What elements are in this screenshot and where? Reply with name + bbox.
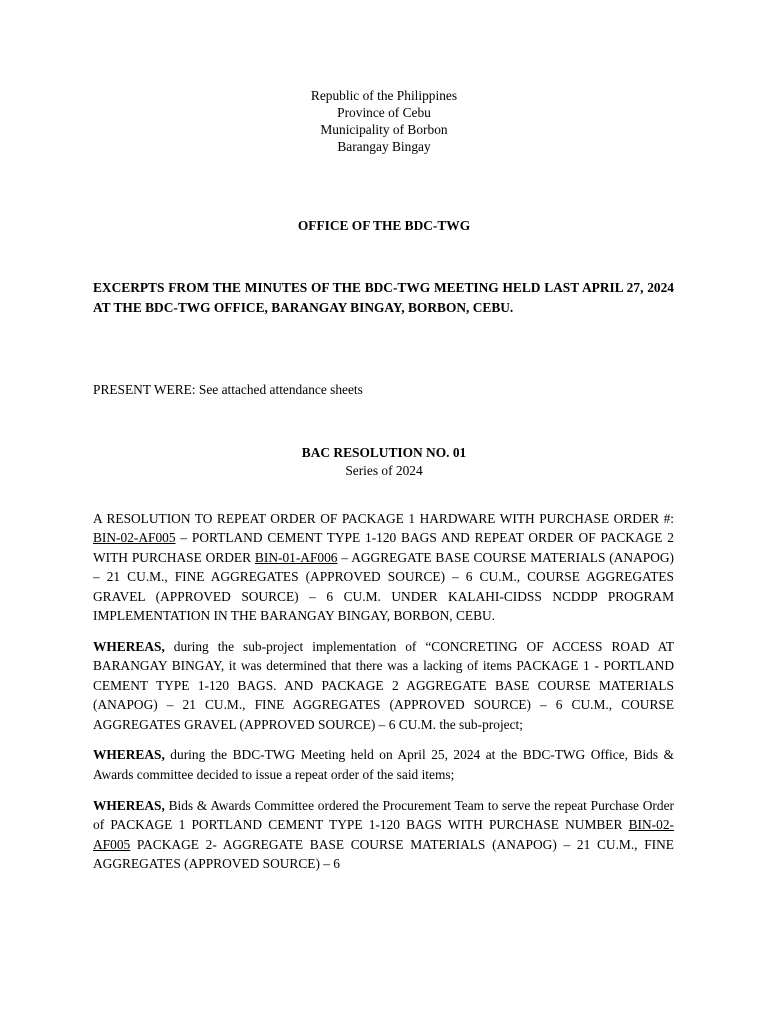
resolution-series: Series of 2024	[345, 462, 423, 478]
purchase-order-number: BIN-02-AF005	[93, 817, 674, 852]
whereas-text-1: during the sub-project implementation of “CONCRETING OF ACCESS ROAD AT BARANGAY BINGAY, it was determined that there was a lacking of items PACKAGE 1 - PORTLAND CEMENT TYPE 1-120 BAGS. AND PACKAGE 2 AGGREGATE BASE COURSE MATERIALS (ANAPOG) – 21 CU.M., FINE AGGREGATES (APPROVED SOURCE) – 6 CU.M., COURSE AGGREGATES GRAVEL (APPROVED SOURCE) – 6 CU.M. the sub-project;	[93, 638, 674, 732]
purchase-order-number: BIN-02-AF005	[93, 530, 176, 546]
paragraph1-text-b: – PORTLAND CEMENT TYPE 1-120 BAGS AND REPEAT ORDER OF PACKAGE 2 WITH PURCHASE ORDER	[93, 530, 674, 565]
resolution-number: BAC RESOLUTION NO. 01	[301, 445, 467, 460]
whereas-text-3a: Bids & Awards Committee ordered the Procurement Team to serve the repeat Purchase Order of PACKAGE 1 PORTLAND CEMENT TYPE 1-120 BAGS WITH PURCHASE NUMBER	[93, 797, 674, 833]
whereas-paragraph-1	[93, 637, 674, 734]
office-title: OFFICE OF THE BDC-TWG	[297, 218, 471, 233]
whereas-text-2: during the BDC-TWG Meeting held on April 25, 2024 at the BDC-TWG Office, Bids & Awards committee decided to issue a repeat order of the said items;	[93, 747, 674, 782]
header-municipality: Municipality of Borbon	[320, 122, 448, 137]
whereas-paragraph-2	[93, 745, 674, 784]
whereas-text-3b: PACKAGE 2- AGGREGATE BASE COURSE MATERIALS (ANAPOG) – 21 CU.M., FINE AGGREGATES (APPROVED SOURCE) – 6	[93, 836, 674, 871]
whereas-paragraph-3	[93, 796, 674, 874]
present-line: PRESENT WERE: See attached attendance sheets	[93, 382, 363, 397]
whereas-label: WHEREAS,	[93, 638, 165, 654]
header-barangay: Barangay Bingay	[337, 139, 431, 154]
letterhead	[0, 87, 768, 155]
paragraph1-text-a: A RESOLUTION TO REPEAT ORDER OF PACKAGE 1 HARDWARE WITH PURCHASE ORDER #:	[93, 511, 674, 526]
resolution-body	[93, 509, 674, 885]
whereas-label: WHEREAS,	[93, 797, 165, 813]
excerpts-heading: EXCERPTS FROM THE MINUTES OF THE BDC-TWG MEETING HELD LAST APRIL 27, 2024 AT THE BDC-TWG OFFICE, BARANGAY BINGAY, BORBON, CEBU.	[93, 280, 674, 315]
whereas-label: WHEREAS,	[93, 747, 165, 763]
paragraph1-text-c: – AGGREGATE BASE COURSE MATERIALS (ANAPOG) – 21 CU.M., FINE AGGREGATES (APPROVED SOURCE) – 6 CU.M., COURSE AGGREGATES GRAVEL (APPROVED SOURCE) – 6 CU.M. UNDER KALAHI-CIDSS NCDDP PROGRAM IMPLEMENTATION IN THE BARANGAY BINGAY, BORBON, CEBU.	[93, 549, 674, 624]
header-republic: Republic of the Philippines	[310, 88, 458, 103]
purchase-order-number: BIN-01-AF006	[254, 549, 338, 565]
resolution-heading	[0, 444, 768, 479]
header-province: Province of Cebu	[337, 105, 431, 120]
resolution-paragraph	[93, 509, 674, 625]
